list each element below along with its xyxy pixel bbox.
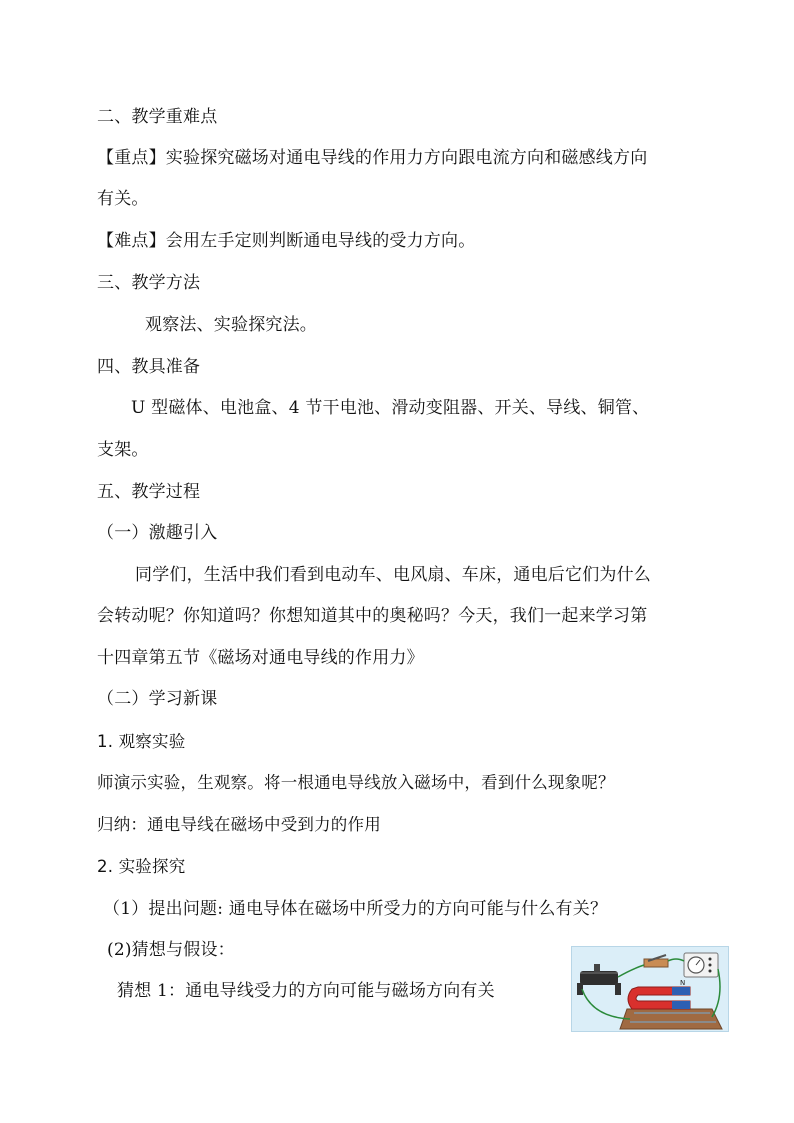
wire-2 [668, 959, 684, 961]
paragraph-intro-line2: 会转动呢？你知道吗？你想知道其中的奥秘吗？今天，我们一起来学习第 [97, 606, 648, 626]
item-heading-observe: 1. 观察实验 [97, 732, 186, 751]
rheostat-slider [594, 964, 600, 972]
paragraph-focus-point: 【重点】实验探究磁场对通电导线的作用力方向跟电流方向和磁感线方向 [97, 148, 648, 168]
paragraph-focus-point-cont: 有关。 [97, 189, 149, 209]
paragraph-observe: 师演示实验，生观察。将一根通电导线放入磁场中，看到什么现象呢？ [97, 773, 615, 792]
paragraph-materials: U 型磁体、电池盒、4 节干电池、滑动变阻器、开关、导线、铜管、 [131, 398, 650, 418]
paragraph-hypothesis-1: 猜想 1：通电导线受力的方向可能与磁场方向有关 [117, 981, 495, 1001]
magnet-pole-blue-bottom [672, 1001, 690, 1009]
subsection-heading-intro: （一）激趣引入 [97, 523, 218, 543]
section-heading-methods: 三、教学方法 [97, 273, 201, 293]
magnet-pole-blue-top [672, 987, 690, 995]
wire-1 [618, 965, 644, 977]
item-heading-experiment: 2. 实验探究 [97, 857, 186, 876]
paragraph-hypothesis-heading: (2)猜想与假设： [107, 940, 235, 960]
experiment-apparatus-figure [571, 946, 729, 1032]
paragraph-question: （1）提出问题: 通电导体在磁场中所受力的方向可能与什么有关？ [103, 899, 608, 919]
paragraph-intro-line1: 同学们，生活中我们看到电动车、电风扇、车床，通电后它们为什么 [135, 565, 651, 585]
paragraph-methods: 观察法、实验探究法。 [145, 315, 317, 335]
apparatus-illustration [572, 947, 729, 1032]
magnet-n-label: N [680, 979, 686, 987]
paragraph-difficulty-point: 【难点】会用左手定则判断通电导线的受力方向。 [97, 231, 476, 251]
wire-4 [582, 989, 630, 1019]
section-heading-process: 五、教学过程 [97, 482, 201, 502]
paragraph-materials-cont: 支架。 [97, 440, 149, 460]
paragraph-intro-line3: 十四章第五节《磁场对通电导线的作用力》 [97, 648, 424, 668]
section-heading-materials: 四、教具准备 [97, 357, 201, 377]
switch-base [644, 959, 668, 967]
paragraph-summary: 归纳：通电导线在磁场中受到力的作用 [97, 815, 381, 834]
section-heading-key-points: 二、教学重难点 [97, 107, 218, 127]
subsection-heading-new-lesson: （二）学习新课 [97, 689, 218, 709]
